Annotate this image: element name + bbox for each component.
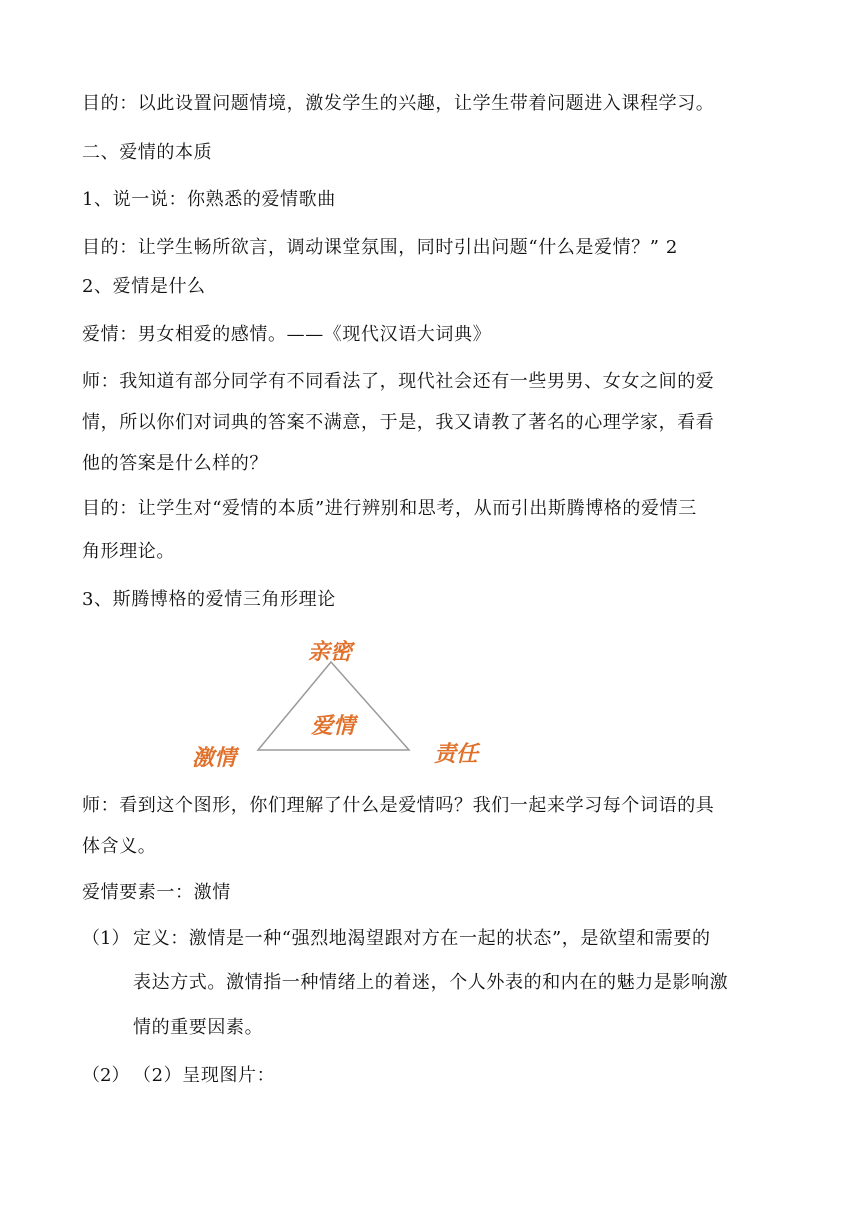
paragraph-purpose-3-line-1: 目的：让学生对“爱情的本质”进行辨别和思考，从而引出斯腾博格的爱情三 [82,498,697,519]
paragraph-purpose-2: 目的：让学生畅所欲言，调动课堂氛围，同时引出问题“什么是爱情？” 2 [82,237,678,258]
paragraph-teacher-1-line-1: 师：我知道有部分同学有不同看法了，现代社会还有一些男男、女女之间的爱 [82,371,715,392]
list-marker-1: （1） [82,928,130,949]
paragraph-purpose-3-line-2: 角形理论。 [82,541,175,562]
list-item-1-line-2: 表达方式。激情指一种情绪上的着迷，个人外表的和内在的魅力是影响激 [133,972,729,993]
list-item-1-line-1: 定义：激情是一种“强烈地渴望跟对方在一起的状态”，是欲望和需要的 [133,928,711,949]
triangle-label-passion: 激情 [191,746,237,771]
paragraph-teacher-2-line-2: 体含义。 [82,836,157,857]
love-triangle-diagram [180,632,500,782]
triangle-label-commitment: 责任 [433,742,479,767]
section-heading-2: 二、爱情的本质 [82,142,213,163]
paragraph-teacher-2-line-1: 师：看到这个图形，你们理解了什么是爱情吗？我们一起来学习每个词语的具 [82,795,715,816]
list-item-1-line-3: 情的重要因素。 [133,1017,264,1038]
triangle-label-intimacy: 亲密 [307,640,353,665]
subheading-2: 2、爱情是什么 [82,276,206,297]
subheading-1: 1、说一说：你熟悉的爱情歌曲 [82,189,336,210]
paragraph-teacher-1-line-2: 情，所以你们对词典的答案不满意，于是，我又请教了著名的心理学家，看看 [82,412,715,433]
paragraph-element-heading: 爱情要素一：激情 [82,882,231,903]
list-item-2-text: （2）呈现图片： [133,1065,276,1086]
paragraph-definition: 爱情：男女相爱的感情。——《现代汉语大词典》 [82,324,492,345]
paragraph-purpose-1: 目的：以此设置问题情境，激发学生的兴趣，让学生带着问题进入课程学习。 [82,93,715,114]
paragraph-teacher-1-line-3: 他的答案是什么样的？ [82,453,268,474]
list-marker-2: （2） [82,1065,130,1086]
subheading-3: 3、斯腾博格的爱情三角形理论 [82,589,336,610]
triangle-label-love: 爱情 [310,714,356,739]
